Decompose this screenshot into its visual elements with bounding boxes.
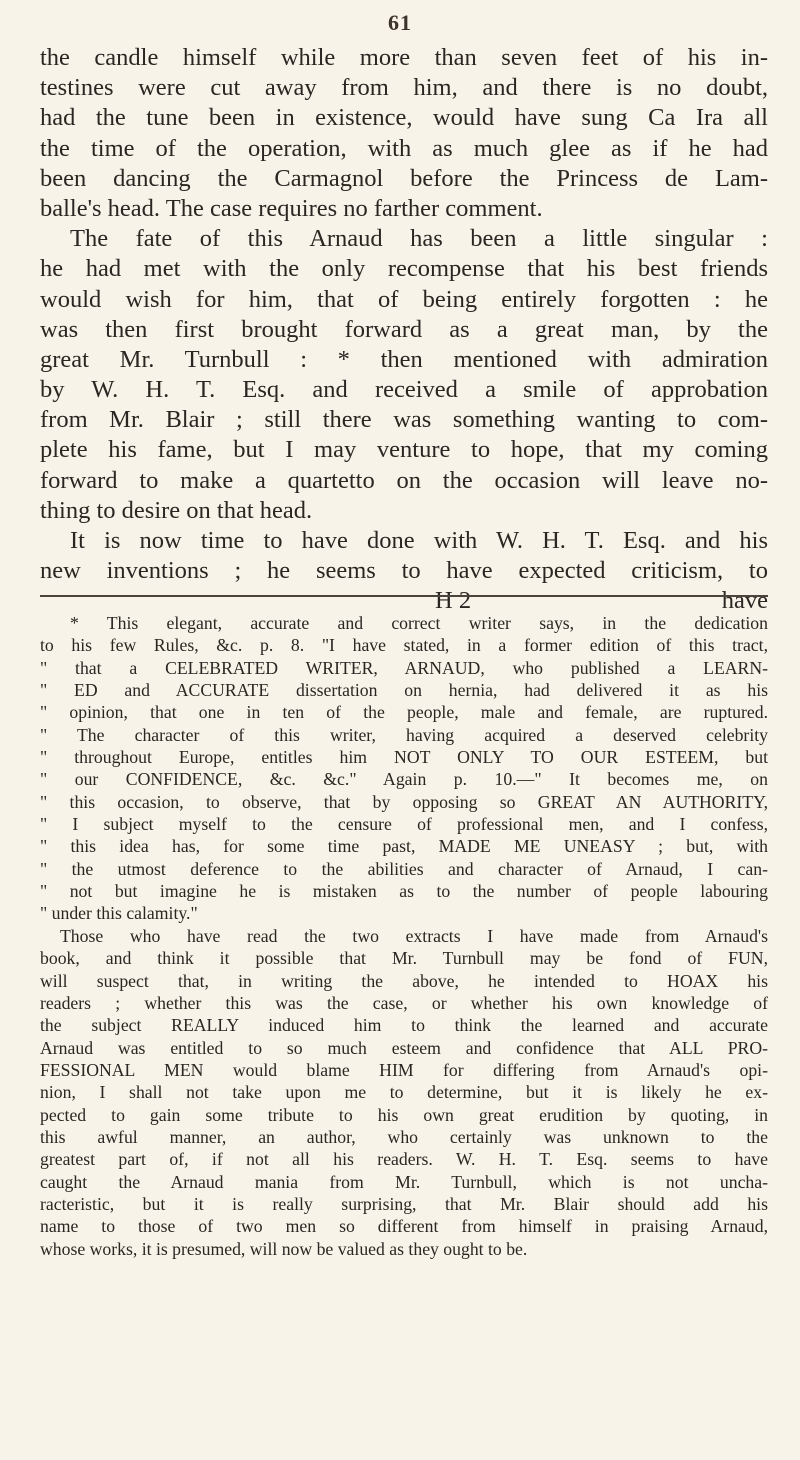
text-line: The fate of this Arnaud has been a little singular :: [70, 225, 768, 253]
footnote-line: pected to gain some tribute to his own great erudition by quoting, in: [40, 1104, 768, 1125]
footnote-line: name to those of two men so different from himself in praising Arnaud,: [40, 1216, 768, 1237]
text-line: would wish for him, that of being entirely forgotten : he: [40, 285, 768, 313]
footnote-line: racteristic, but it is really surprising, that Mr. Blair should add his: [40, 1193, 768, 1214]
text-line: new inventions ; he seems to have expected criticism, to: [40, 557, 768, 585]
signature-mark: H 2: [435, 587, 472, 615]
footnote-line: " this occasion, to observe, that by opposing so GREAT AN AUTHORITY,: [40, 791, 768, 812]
footnote-line: caught the Arnaud mania from Mr. Turnbull, which is not uncha-: [40, 1171, 768, 1192]
footnote-line: " our CONFIDENCE, &c. &c." Again p. 10.—" It becomes me, on: [40, 769, 768, 790]
catchword: have: [721, 587, 768, 615]
text-line: forward to make a quartetto on the occasion will leave no-: [40, 466, 768, 494]
footnote-line: " that a CELEBRATED WRITER, ARNAUD, who published a LEARN-: [40, 657, 768, 678]
text-line: he had met with the only recompense that his best friends: [40, 255, 768, 283]
text-line: by W. H. T. Esq. and received a smile of approbation: [40, 376, 768, 404]
footnote-line: " throughout Europe, entitles him NOT ONLY TO OUR ESTEEM, but: [40, 747, 768, 768]
text-line: great Mr. Turnbull : * then mentioned with admiration: [40, 345, 768, 373]
text-line: the time of the operation, with as much glee as if he had: [40, 134, 768, 162]
text-line: the candle himself while more than seven feet of his in-: [40, 44, 768, 71]
text-line: been dancing the Carmagnol before the Princess de Lam-: [40, 164, 768, 192]
footnote-line: readers ; whether this was the case, or whether his own knowledge of: [40, 992, 768, 1013]
text-line: testines were cut away from him, and there is no doubt,: [40, 74, 768, 102]
text-line: It is now time to have done with W. H. T. Esq. and his: [70, 527, 768, 554]
text-line: thing to desire on that head.: [40, 496, 313, 524]
footnote: [40, 612, 768, 1260]
text-line: plete his fame, but I may venture to hope, that my coming: [40, 436, 768, 464]
footnote-line: whose works, it is presumed, will now be valued as they ought to be.: [40, 1238, 528, 1259]
text-line: had the tune been in existence, would have sung Ca Ira all: [40, 104, 768, 132]
main-text: [40, 43, 768, 617]
footnote-line: " not but imagine he is mistaken as to the number of people labouring: [40, 881, 768, 902]
footnote-line: " under this calamity.": [40, 903, 198, 924]
footnote-line: will suspect that, in writing the above, he intended to HOAX his: [40, 970, 768, 991]
text-line: balle's head. The case requires no farther comment.: [40, 194, 543, 222]
footnote-line: book, and think it possible that Mr. Turnbull may be fond of FUN,: [40, 948, 768, 969]
footnote-line: greatest part of, if not all his readers. W. H. T. Esq. seems to have: [40, 1149, 768, 1170]
footnote-line: " ED and ACCURATE dissertation on hernia, had delivered it as his: [40, 680, 768, 701]
footnote-line: " I subject myself to the censure of professional men, and I confess,: [40, 814, 768, 835]
text-line: from Mr. Blair ; still there was something wanting to com-: [40, 406, 768, 434]
footnote-line: the subject REALLY induced him to think the learned and accurate: [40, 1015, 768, 1036]
footnote-line: " the utmost deference to the abilities and character of Arnaud, I can-: [40, 858, 768, 879]
footnote-line: to his few Rules, &c. p. 8. "I have stated, in a former edition of this tract,: [40, 635, 768, 656]
footnote-line: Arnaud was entitled to so much esteem and confidence that ALL PRO-: [40, 1037, 768, 1058]
page-number: 61: [388, 10, 412, 35]
footnote-line: Those who have read the two extracts I have made from Arnaud's: [60, 925, 768, 946]
footnote-line: " The character of this writer, having acquired a deserved celebrity: [40, 724, 768, 745]
text-line: was then first brought forward as a great man, by the: [40, 315, 768, 343]
footnote-line: * This elegant, accurate and correct writer says, in the dedication: [70, 613, 768, 633]
footnote-line: FESSIONAL MEN would blame HIM for differing from Arnaud's opi-: [40, 1059, 768, 1080]
footnote-divider: [40, 595, 768, 597]
footnote-line: this awful manner, an author, who certainly was unknown to the: [40, 1126, 768, 1147]
footnote-line: " opinion, that one in ten of the people, male and female, are ruptured.: [40, 702, 768, 723]
footnote-line: nion, I shall not take upon me to determine, but it is likely he ex-: [40, 1082, 768, 1103]
footnote-line: " this idea has, for some time past, MADE ME UNEASY ; but, with: [40, 836, 768, 857]
